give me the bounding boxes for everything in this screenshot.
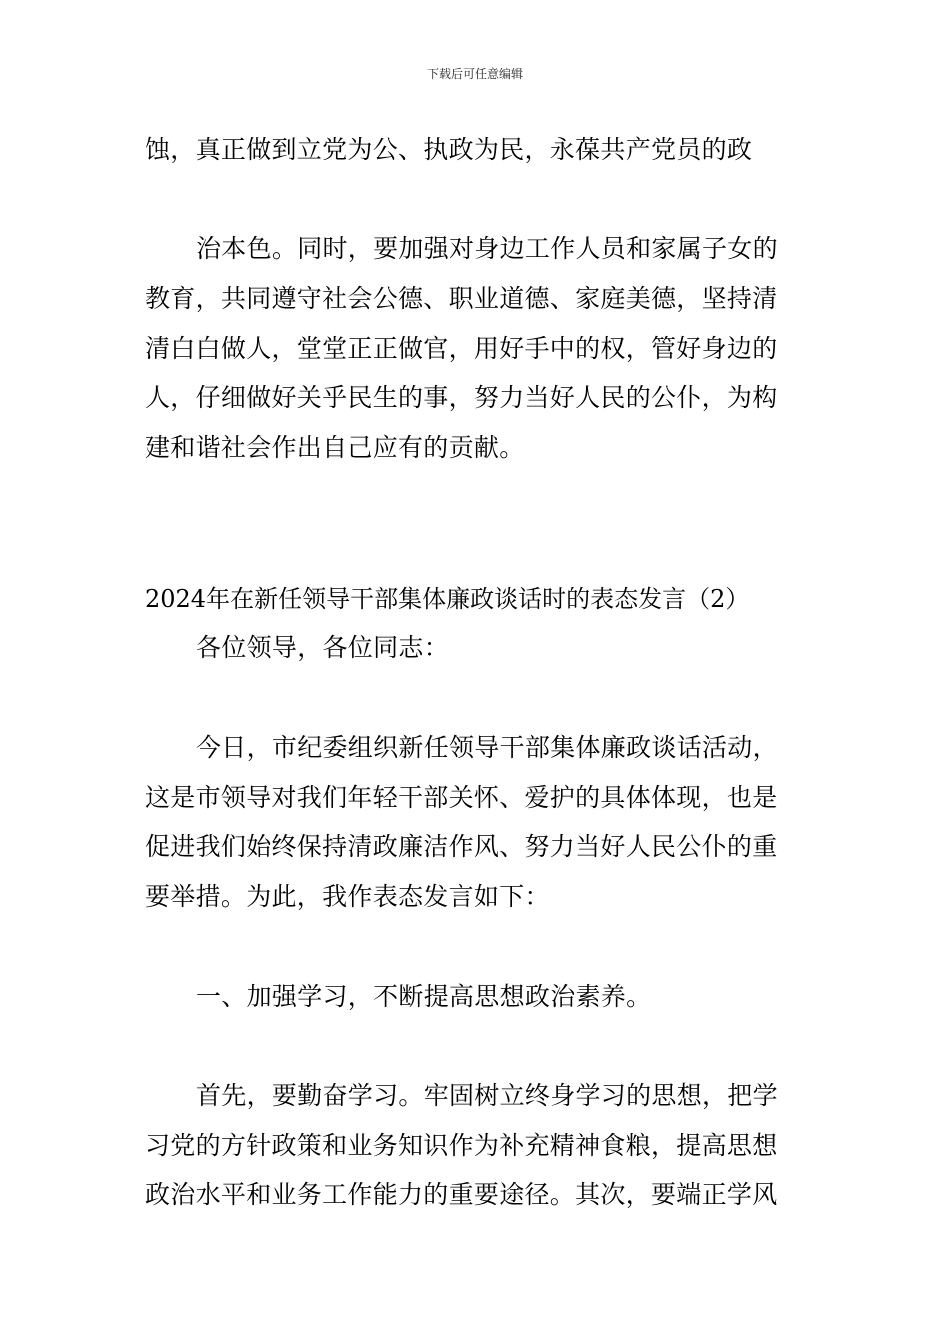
text-line-11: 首先，要勤奋学习。牢固树立终身学习的思想，把学: [196, 1081, 778, 1110]
text-line-7: 今日，市纪委组织新任领导干部集体廉政谈话活动，: [196, 733, 778, 762]
page-header-note: 下载后可任意编辑: [426, 67, 523, 81]
text-line-5: 人，仔细做好关乎民生的事，努力当好人民的公仆，为构: [145, 383, 778, 412]
text-line-9: 促进我们始终保持清政廉洁作风、努力当好人民公仆的重: [145, 832, 778, 861]
text-line-6: 建和谐社会作出自己应有的贡献。: [145, 433, 525, 462]
text-line-3: 教育，共同遵守社会公德、职业道德、家庭美德，坚持清: [145, 284, 778, 313]
section-heading-1: 一、加强学习，不断提高思想政治素养。: [196, 982, 652, 1011]
text-line-4: 清白白做人，堂堂正正做官，用好手中的权，管好身边的: [145, 334, 778, 363]
text-line-13: 政治水平和业务工作能力的重要途径。其次，要端正学风: [145, 1180, 778, 1209]
text-line-10: 要举措。为此，我作表态发言如下：: [145, 882, 550, 911]
text-line-1: 蚀，真正做到立党为公、执政为民，永葆共产党员的政: [145, 135, 753, 164]
section-title: 2024年在新任领导干部集体廉政谈话时的表态发言（2）: [145, 585, 750, 613]
text-line-2: 治本色。同时，要加强对身边工作人员和家属子女的: [196, 234, 778, 263]
text-line-12: 习党的方针政策和业务知识作为补充精神食粮，提高思想: [145, 1131, 778, 1160]
salutation: 各位领导，各位同志：: [196, 633, 450, 662]
text-line-8: 这是市领导对我们年轻干部关怀、爱护的具体体现，也是: [145, 783, 778, 812]
